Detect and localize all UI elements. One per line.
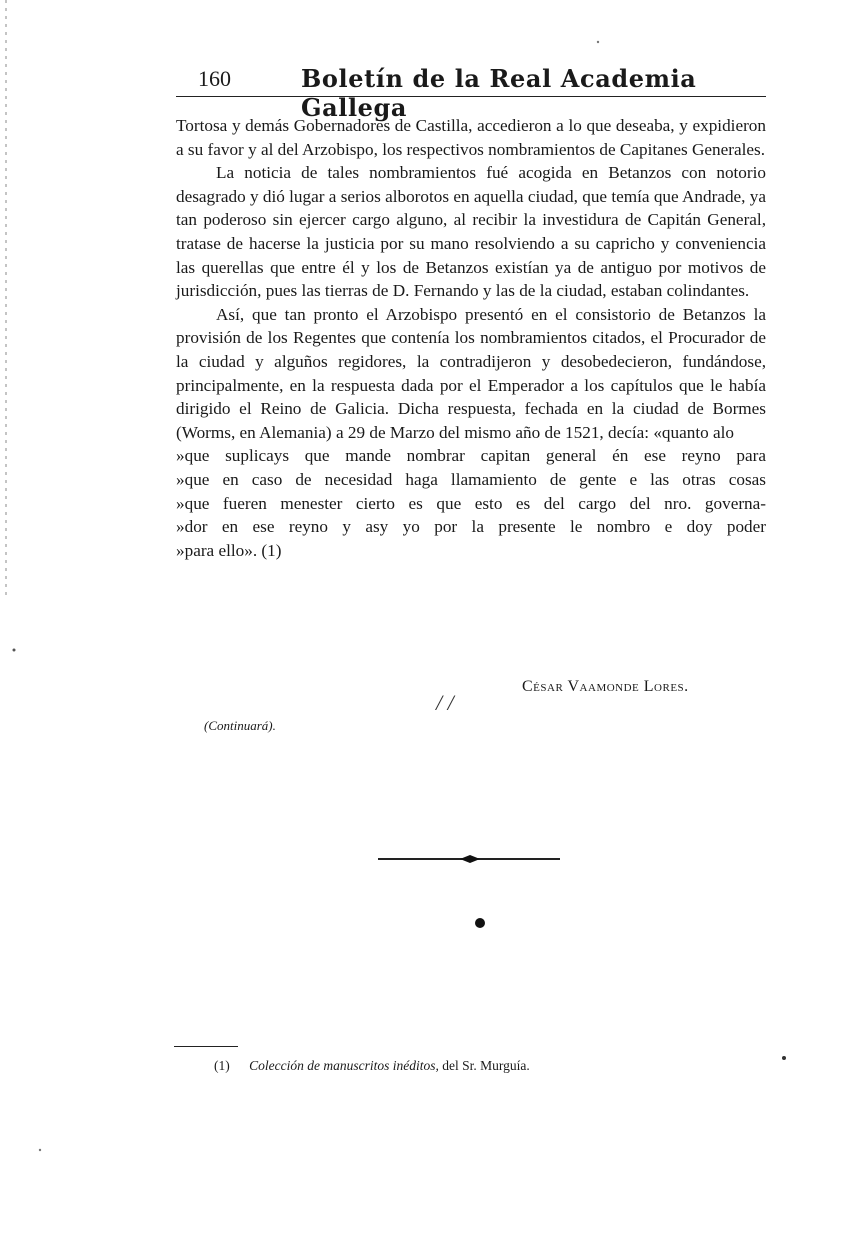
footnote-source-author: del Sr. Murguía.	[442, 1058, 530, 1073]
continuation-note: (Continuará).	[204, 718, 276, 733]
footnote-marker: (1)	[214, 1058, 230, 1073]
author-signature: César Vaamonde Lores.	[522, 678, 689, 695]
dot-ornament	[475, 918, 485, 928]
speck	[39, 1149, 41, 1151]
body-text	[176, 114, 766, 562]
stray-ink-marks: / /	[436, 690, 454, 715]
footnote-rule	[174, 1046, 238, 1047]
footnote-source-title: Colección de manuscritos inéditos,	[249, 1058, 439, 1073]
quote-line: »para ello». (1)	[176, 540, 282, 560]
page-number: 160	[198, 66, 231, 91]
speck	[13, 649, 16, 652]
running-title: Boletín de la Real Academia Gallega	[301, 64, 697, 122]
speck	[597, 41, 599, 43]
footnote	[214, 1058, 530, 1074]
paragraph: Así, que tan pronto el Arzobispo presentó en el consistorio de Betanzos la provisión de los Regentes que contenía los nombramientos citados, el Procurador de la ciudad y alguños regidores, la contradijeron y desobedecieron, fundándose, principalmente, en la respuesta dada por el Emperador a los capítulos que le había dirigido el Reino de Galicia. Dicha respuesta, fechada en la ciudad de Bormes (Worms, en Alemania) a 29 de Marzo del mismo año de 1521, decía: «quanto alo	[176, 304, 766, 442]
paragraph: Tortosa y demás Gobernadores de Castilla, accedieron a lo que deseaba, y expidieron a su favor y al del Arzobispo, los respectivos nombramientos de Capitanes Generales.	[176, 116, 766, 159]
ornament-diamond	[460, 855, 480, 863]
page-header	[176, 62, 766, 122]
paragraph: La noticia de tales nombramientos fué acogida en Betanzos con notorio desagrado y dió lugar a serios alborotos en aquella ciudad, que temía que Andrade, ya tan poderoso sin ejercer cargo alguno, al recibir la investidura de Capitán General, tratase de hacerse la justicia por su mano resolviendo a su capricho y conveniencia las querellas que entre él y los de Betanzos existían ya de antiguo por motivos de jurisdicción, pues las tierras de D. Fernando y las de la ciudad, estaban colindantes.	[176, 163, 766, 301]
quote-line: »que suplicays que mande nombrar capitan general én ese reyno para	[176, 446, 766, 466]
speck	[782, 1056, 786, 1060]
quote-line: »que en caso de necesidad haga llamamiento de gente e las otras cosas	[176, 469, 766, 489]
quote-line: »dor en ese reyno y asy yo por la presente le nombro e doy poder	[176, 517, 766, 537]
section-ornament	[378, 852, 560, 866]
quote-line: »que fueren menester cierto es que esto es del cargo del nro. governa-	[176, 493, 766, 513]
